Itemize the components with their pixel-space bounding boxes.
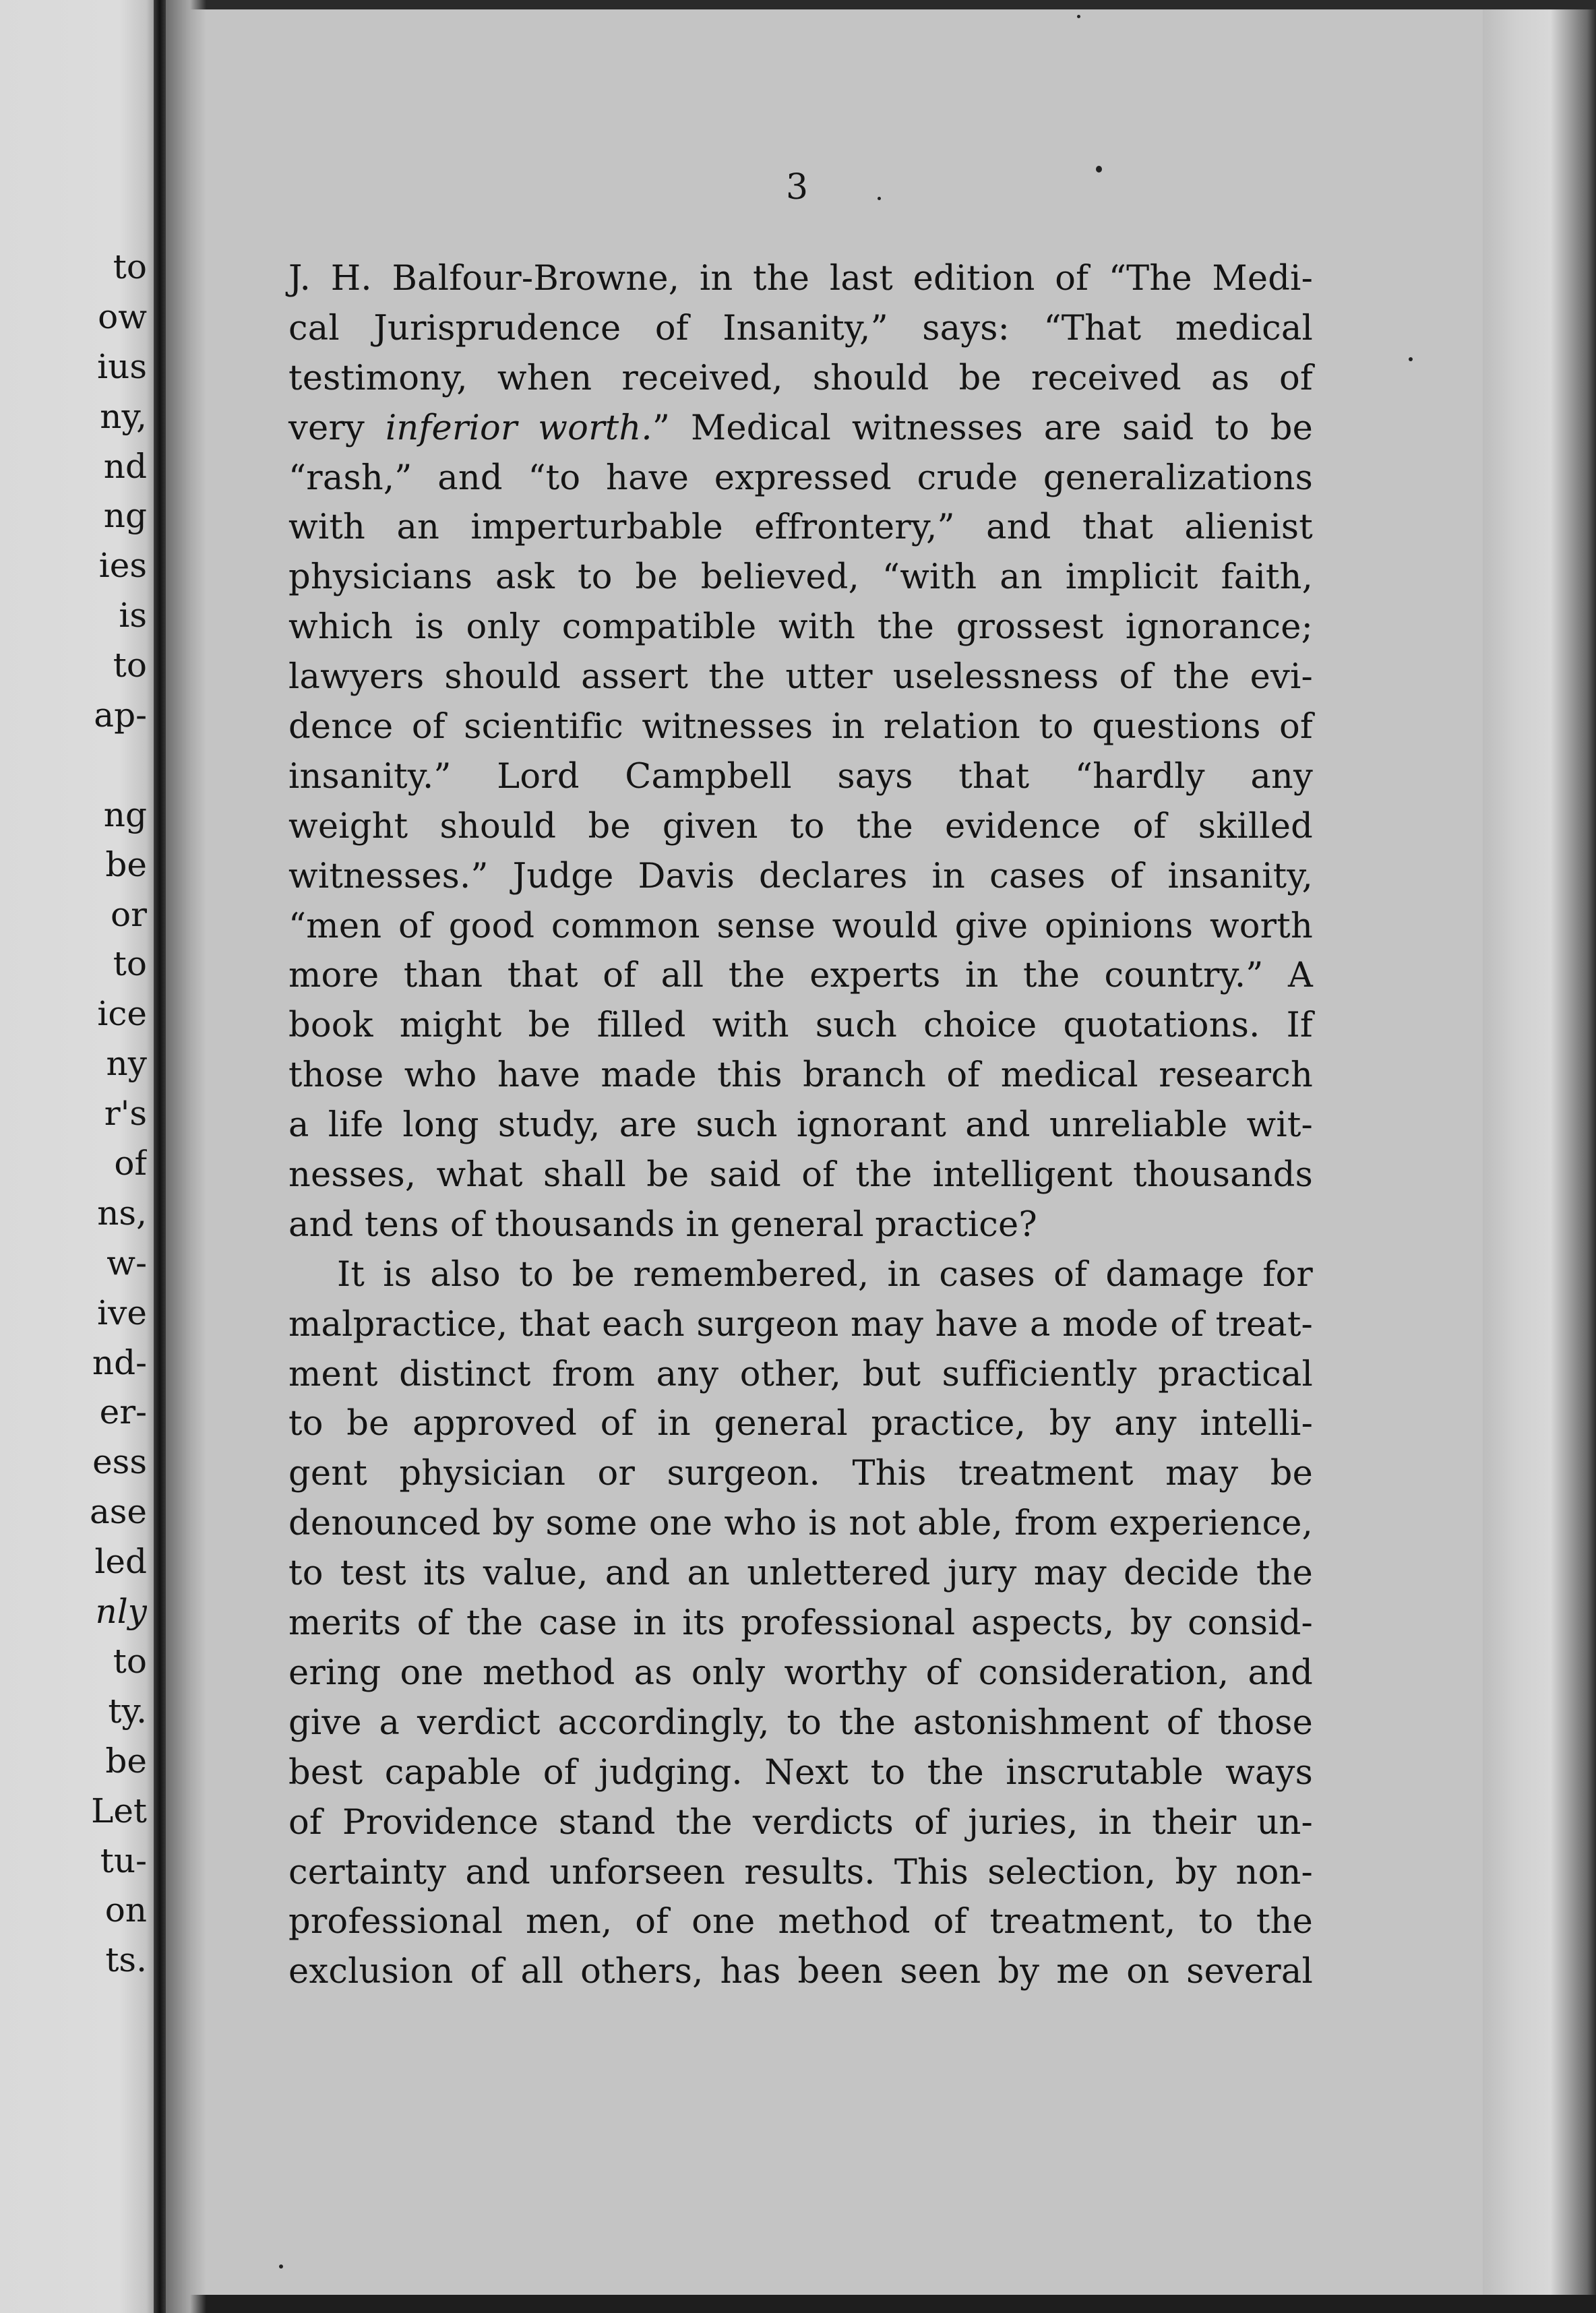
facing-line: er- (99, 1392, 147, 1432)
facing-page-text (0, 243, 147, 1985)
text-line (288, 404, 1313, 454)
line-text: weight should be given to the evidence of skilled (288, 806, 1313, 846)
line-text: more than that of all the experts in the country.” A (288, 956, 1313, 996)
line-text: best capable of judging. Next to the inscrutable ways (288, 1752, 1313, 1793)
text-line (288, 1300, 1313, 1350)
line-text: cal Jurisprudence of Insanity,” says: “That medical (288, 308, 1313, 348)
text-line (288, 454, 1313, 503)
ink-speck (1096, 166, 1102, 173)
line-text: It is also to be remembered, in cases of damage for (337, 1254, 1313, 1295)
text-line (288, 1848, 1313, 1898)
text-line (288, 1449, 1313, 1499)
facing-line: to (113, 646, 147, 685)
page-right-edge (1483, 0, 1596, 2313)
text-line (288, 752, 1313, 802)
ink-speck (279, 2264, 283, 2269)
line-text: physicians ask to be believed, “with an implicit faith, (288, 557, 1313, 598)
text-line (288, 652, 1313, 702)
line-text: insanity.” Lord Campbell says that “hardly any (288, 756, 1313, 797)
line-text: professional men, of one method of treatment, to the (288, 1902, 1313, 1942)
line-text: testimony, when received, should be received as of (288, 358, 1313, 398)
facing-line: ase (89, 1492, 147, 1532)
facing-line: ius (97, 346, 147, 386)
facing-line: to (113, 944, 147, 984)
facing-page (0, 0, 159, 2313)
facing-line: ns, (97, 1193, 147, 1233)
text-line (288, 1150, 1313, 1200)
text-line (288, 254, 1313, 304)
line-text: book might be filled with such choice quotations. If (288, 1006, 1313, 1046)
line-text: with an imperturbable effrontery,” and that alienist (288, 507, 1313, 548)
line-text: dence of scientific witnesses in relation to questions of (288, 707, 1313, 747)
facing-line: ess (92, 1442, 147, 1482)
text-line (288, 304, 1313, 354)
facing-line: ice (97, 994, 147, 1034)
facing-line: nd- (92, 1343, 147, 1382)
book-gutter (154, 0, 166, 2313)
line-text: J. H. Balfour-Browne, in the last edition of “The Medi- (288, 259, 1313, 299)
text-line (288, 1051, 1313, 1101)
text-line (288, 951, 1313, 1001)
line-text: ment distinct from any other, but sufficiently practical (288, 1354, 1313, 1394)
text-line (288, 1798, 1313, 1848)
text-line (288, 702, 1313, 752)
facing-line: on (104, 1890, 147, 1930)
line-text: a life long study, are such ignorant and unreliable wit- (288, 1105, 1313, 1146)
facing-line: ow (98, 297, 147, 336)
text-line (288, 1748, 1313, 1798)
line-text: nesses, what shall be said of the intelligent thousands (288, 1155, 1313, 1196)
facing-line: ng (103, 795, 147, 834)
line-text: very (288, 408, 386, 448)
facing-line: ny (106, 1044, 147, 1084)
text-line (288, 503, 1313, 553)
line-text: to be approved of in general practice, by any intelli- (288, 1404, 1313, 1444)
text-line (288, 1599, 1313, 1648)
facing-line: or (110, 894, 147, 934)
facing-line: r's (104, 1094, 147, 1134)
line-text: certainty and unforseen results. This selection, by non- (288, 1852, 1313, 1892)
text-line (288, 802, 1313, 852)
line-text: ” Medical witnesses are said to be (652, 408, 1314, 448)
text-line (288, 1947, 1313, 1997)
text-line (288, 1200, 1313, 1250)
text-line (288, 1698, 1313, 1748)
scan-top-border (159, 0, 1596, 9)
line-text: “men of good common sense would give opinions worth (288, 906, 1313, 946)
line-text: gent physician or surgeon. This treatment may be (288, 1454, 1313, 1494)
text-line (288, 1897, 1313, 1947)
facing-line (0, 741, 147, 791)
text-line (288, 1101, 1313, 1150)
facing-line: w- (106, 1243, 147, 1283)
text-line (288, 902, 1313, 952)
body-text (288, 254, 1313, 1997)
line-text: of Providence stand the verdicts of juries, in their un- (288, 1802, 1313, 1843)
line-text: denounced by some one who is not able, from experience, (288, 1504, 1313, 1544)
facing-line: be (105, 844, 147, 884)
scan-bottom-border (159, 2295, 1596, 2313)
facing-line: ive (97, 1293, 147, 1332)
facing-line: tu- (100, 1841, 147, 1880)
text-line (288, 1399, 1313, 1449)
page-number: 3 (786, 167, 809, 208)
line-text: “rash,” and “to have expressed crude generalizations (288, 458, 1313, 498)
line-text: merits of the case in its professional aspects, by consid- (288, 1603, 1313, 1644)
facing-line: nd (103, 446, 147, 486)
text-line (288, 603, 1313, 652)
text-line (288, 1499, 1313, 1549)
text-line (288, 1250, 1313, 1300)
facing-line: ap- (94, 696, 147, 735)
facing-line: of (114, 1144, 147, 1183)
facing-line: led (94, 1542, 147, 1582)
facing-line: is (119, 596, 147, 636)
line-text: exclusion of all others, has been seen by me on several (288, 1952, 1313, 1992)
facing-line: ng (103, 496, 147, 536)
line-text: which is only compatible with the grossest ignorance; (288, 607, 1313, 648)
ink-speck (878, 197, 881, 200)
facing-line: ny, (100, 396, 147, 436)
line-text: ering one method as only worthy of consideration, and (288, 1653, 1313, 1693)
line-text: those who have made this branch of medical research (288, 1055, 1313, 1096)
line-text: malpractice, that each surgeon may have a mode of treat- (288, 1304, 1313, 1345)
facing-line: ts. (105, 1940, 147, 1980)
facing-line: ty. (108, 1691, 147, 1731)
italic-text: inferior worth. (385, 408, 652, 448)
text-line (288, 852, 1313, 902)
facing-line: ies (98, 546, 147, 586)
line-text: and tens of thousands in general practice? (288, 1204, 1037, 1245)
facing-line: nly (95, 1592, 147, 1632)
text-line (288, 553, 1313, 603)
line-text: give a verdict accordingly, to the astonishment of those (288, 1702, 1313, 1743)
facing-line: Let (91, 1791, 147, 1830)
text-line (288, 1549, 1313, 1599)
text-line (288, 1001, 1313, 1051)
text-line (288, 354, 1313, 404)
line-text: lawyers should assert the utter uselessness of the evi- (288, 657, 1313, 698)
gutter-shadow (166, 0, 206, 2313)
facing-line: to (113, 1641, 147, 1681)
ink-speck (1409, 357, 1413, 361)
line-text: to test its value, and an unlettered jury may decide the (288, 1553, 1313, 1594)
ink-speck (1077, 15, 1080, 18)
text-line (288, 1350, 1313, 1400)
facing-line: to (113, 247, 147, 286)
text-line (288, 1648, 1313, 1698)
line-text: witnesses.” Judge Davis declares in cases of insanity, (288, 856, 1313, 896)
facing-line: be (105, 1741, 147, 1781)
